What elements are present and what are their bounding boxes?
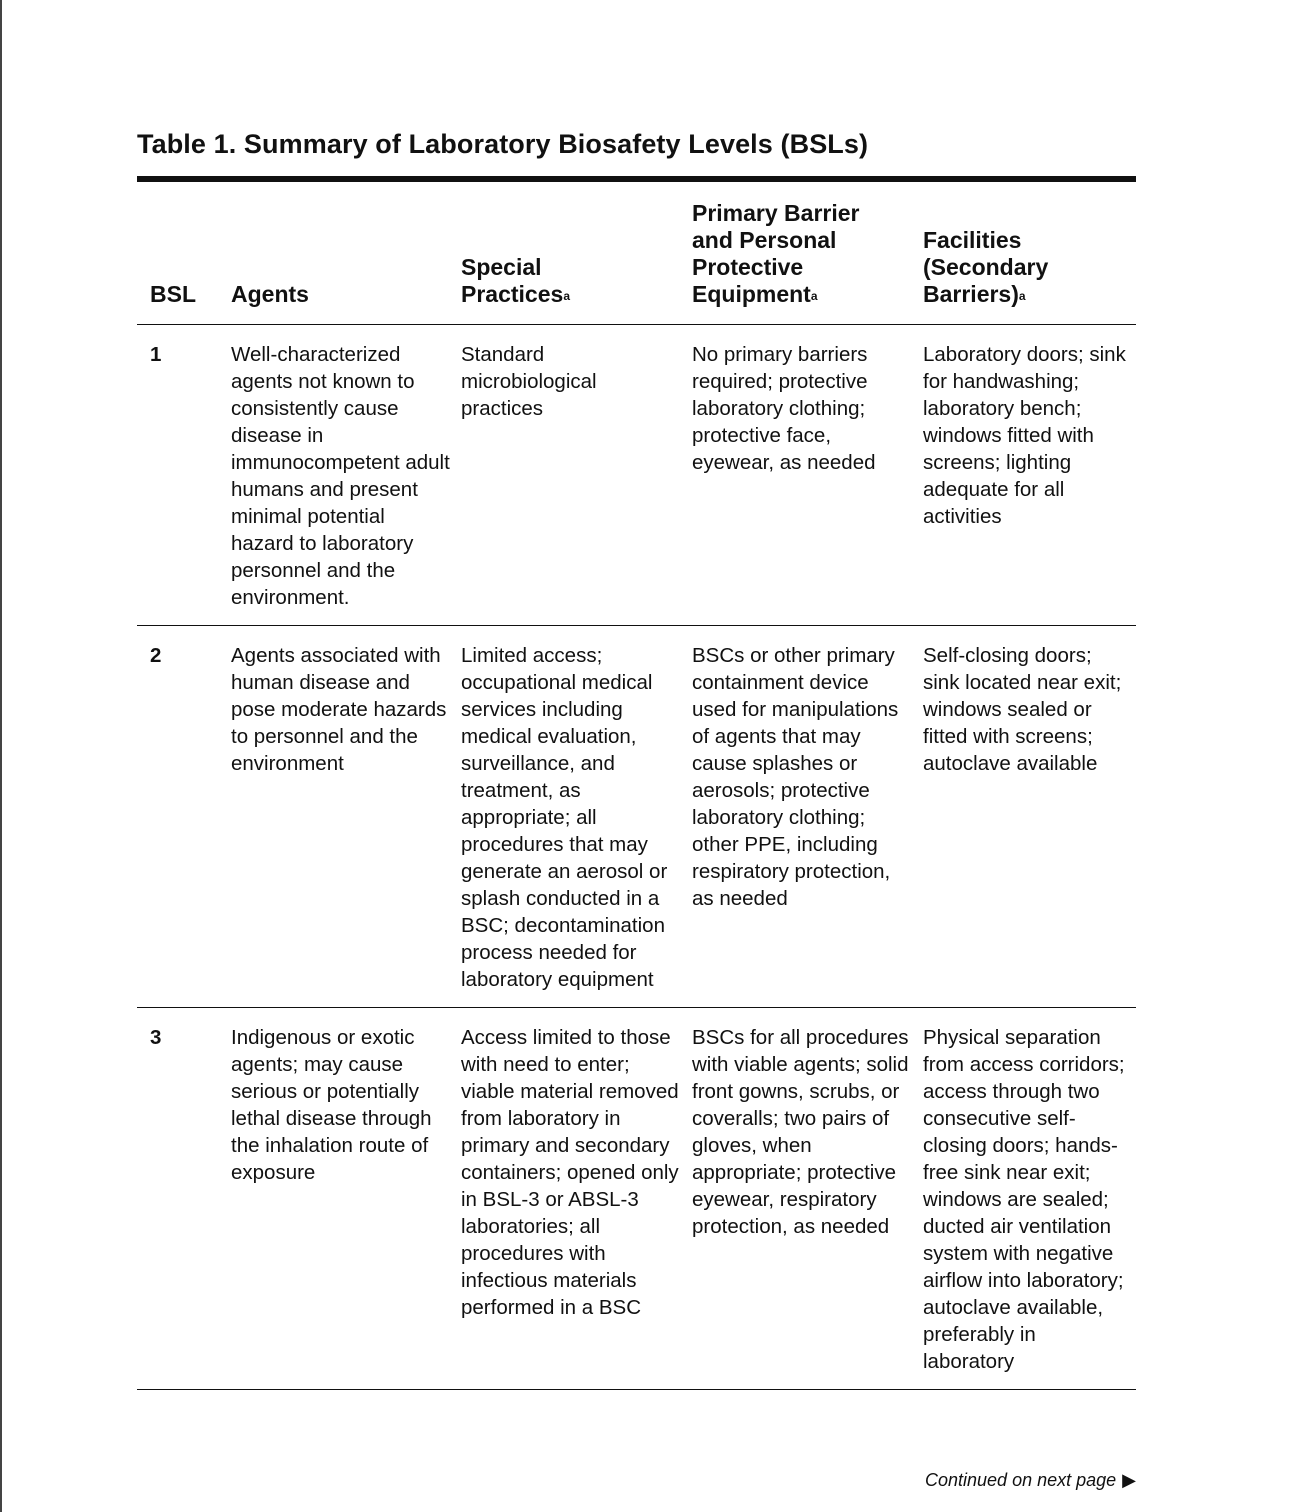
header-bsl: BSL (137, 182, 231, 325)
cell-facilities: Self-closing doors; sink located near exit; windows sealed or fitted with screens; autoclave available (923, 626, 1136, 1008)
cell-agents: Indigenous or exotic agents; may cause serious or potentially lethal disease through the inhalation route of exposure (231, 1008, 461, 1390)
biosafety-levels-table (137, 182, 1136, 1390)
header-facilities: Facilities (Secondary Barriers)$^a$ (923, 182, 1136, 325)
cell-bsl-level: 1 (137, 325, 231, 626)
cell-primary-barrier-ppe: BSCs or other primary containment device used for manipulations of agents that may cause splashes or aerosols; protective laboratory clothing; other PPE, including respiratory protection, as needed (692, 626, 923, 1008)
cell-special-practices: Limited access; occupational medical services including medical evaluation, surveillance, and treatment, as appropriate; all procedures that may generate an aerosol or splash conducted in a BSC; decontamination process needed for laboratory equipment (461, 626, 692, 1008)
page-left-edge (0, 0, 2, 1512)
table-row-bsl-2 (137, 626, 1136, 1008)
table-row-bsl-3 (137, 1008, 1136, 1390)
cell-primary-barrier-ppe: BSCs for all procedures with viable agents; solid front gowns, scrubs, or coveralls; two pairs of gloves, when appropriate; protective eyewear, respiratory protection, as needed (692, 1008, 923, 1390)
footnote-marker: a (810, 289, 818, 303)
cell-bsl-level: 3 (137, 1008, 231, 1390)
cell-facilities: Laboratory doors; sink for handwashing; laboratory bench; windows fitted with screens; lighting adequate for all activities (923, 325, 1136, 626)
cell-facilities: Physical separation from access corridors; access through two consecutive self-closing doors; hands-free sink near exit; windows are sealed; ducted air ventilation system with negative airflow into laboratory; autoclave available, preferably in laboratory (923, 1008, 1136, 1390)
cell-primary-barrier-ppe: No primary barriers required; protective laboratory clothing; protective face, eyewear, as needed (692, 325, 923, 626)
table-row-bsl-1 (137, 325, 1136, 626)
footnote-marker: a (1018, 289, 1026, 303)
cell-special-practices: Standard microbiological practices (461, 325, 692, 626)
header-special-practices: Special Practices$^a$ (461, 182, 692, 325)
cell-agents: Well-characterized agents not known to consistently cause disease in immunocompetent adult humans and present minimal potential hazard to laboratory personnel and the environment. (231, 325, 461, 626)
cell-agents: Agents associated with human disease and pose moderate hazards to personnel and the environment (231, 626, 461, 1008)
play-arrow-icon: ▶ (1122, 1470, 1136, 1490)
continued-label: Continued on next page (925, 1470, 1117, 1490)
header-agents: Agents (231, 182, 461, 325)
cell-special-practices: Access limited to those with need to enter; viable material removed from laboratory in primary and secondary containers; opened only in BSL-3 or ABSL-3 laboratories; all procedures with infectious materials performed in a BSC (461, 1008, 692, 1390)
continued-on-next-page (925, 1467, 1136, 1493)
biosafety-table-container (137, 176, 1136, 1390)
header-primary-barrier-ppe: Primary Barrier and Personal Protective Equipment$^a$ (692, 182, 923, 325)
cell-bsl-level: 2 (137, 626, 231, 1008)
table-header-row (137, 182, 1136, 325)
footnote-marker: a (563, 289, 570, 303)
table-title: Table 1. Summary of Laboratory Biosafety Levels (BSLs) (137, 129, 869, 159)
